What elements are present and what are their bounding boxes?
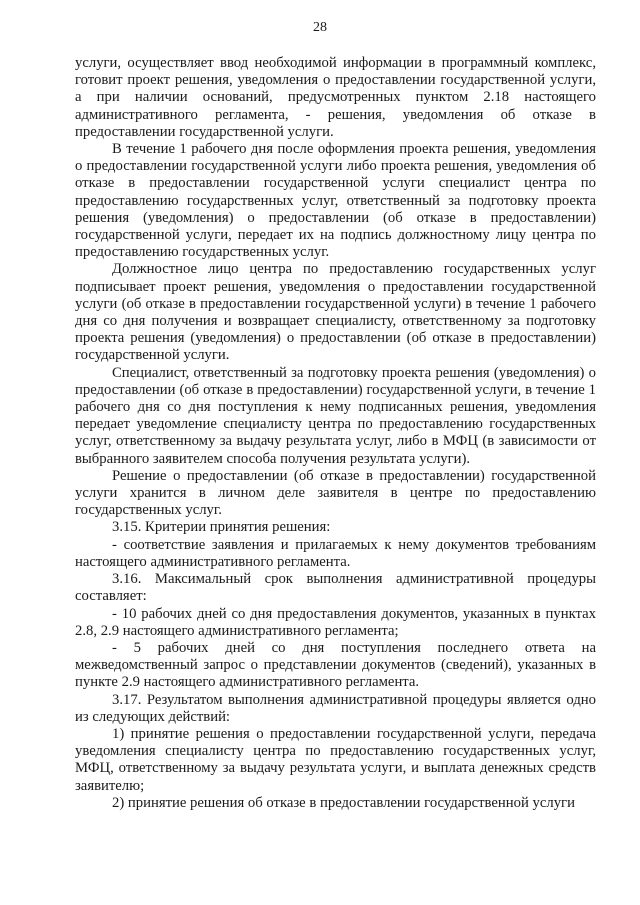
paragraph-decision-storage: Решение о предоставлении (об отказе в предоставлении) государственной услуги хранится в личном деле заявителя в центре по предоставлению государственных услуг. — [75, 467, 596, 519]
page-number: 28 — [313, 20, 327, 35]
paragraph-official-signs: Должностное лицо центра по предоставлению государственных услуг подписывает проект решения, уведомления о предоставлении государственной услуги (об отказе в предоставлении государственной услуги) в течение 1 рабочего дня со дня получения и возвращает специалисту, ответственному за подготовку проекта решения (уведомления) о предоставлении (об отказе в предоставлении) государственной услуги. — [75, 261, 596, 364]
list-item-term-5-days: - 5 рабочих дней со дня поступления последнего ответа на межведомственный запрос о представлении документов (сведений), указанных в пункте 2.9 настоящего административного регламента. — [75, 639, 596, 691]
paragraph-signing-transfer: В течение 1 рабочего дня после оформления проекта решения, уведомления о предоставлении государственной услуги либо проекта решения, уведомления об отказе в предоставлении государственной услуги специалист центра по предоставлению государственных услуг, ответственный за подготовку проекта решения (уведомления) о предоставлении (об отказе в предоставлении) государственной услуги, передает их на подпись должностному лицу центра по предоставлению государственных услуг. — [75, 141, 596, 261]
section-3-15-heading: 3.15. Критерии принятия решения: — [112, 519, 331, 536]
list-item-result-refuse: 2) принятие решения об отказе в предоставлении государственной услуги — [112, 794, 575, 811]
list-item-term-10-days: - 10 рабочих дней со дня предоставления документов, указанных в пунктах 2.8, 2.9 настоящего административного регламента; — [75, 605, 596, 639]
list-item-result-grant: 1) принятие решения о предоставлении государственной услуги, передача уведомления специалисту центра по предоставлению государственных услуг, МФЦ, ответственному за выдачу результата услуги, и выплата денежных средств заявителю; — [75, 725, 596, 794]
section-3-17-heading: 3.17. Результатом выполнения административной процедуры является одно из следующих действий: — [75, 691, 596, 725]
paragraph-notification-transfer: Специалист, ответственный за подготовку проекта решения (уведомления) о предоставлении (об отказе в предоставлении) государственной услуги, в течение 1 рабочего дня со дня поступления к нему подписанных решения, уведомления передает уведомление специалисту центра по предоставлению государственных услуг, ответственному за выдачу результата услуг, либо в МФЦ (в зависимости от выбранного заявителем способа получения результата услуги). — [75, 364, 596, 467]
list-item-criteria: - соответствие заявления и прилагаемых к нему документов требованиям настоящего административного регламента. — [75, 536, 596, 570]
paragraph-continuation: услуги, осуществляет ввод необходимой информации в программный комплекс, готовит проект решения, уведомления о предоставлении государственной услуги, а при наличии оснований, предусмотренных пунктом 2.18 настоящего административного регламента, - решения, уведомления об отказе в предоставлении государственной услуги. — [75, 55, 596, 140]
section-3-16-heading: 3.16. Максимальный срок выполнения административной процедуры составляет: — [75, 571, 596, 605]
document-body — [75, 55, 596, 812]
